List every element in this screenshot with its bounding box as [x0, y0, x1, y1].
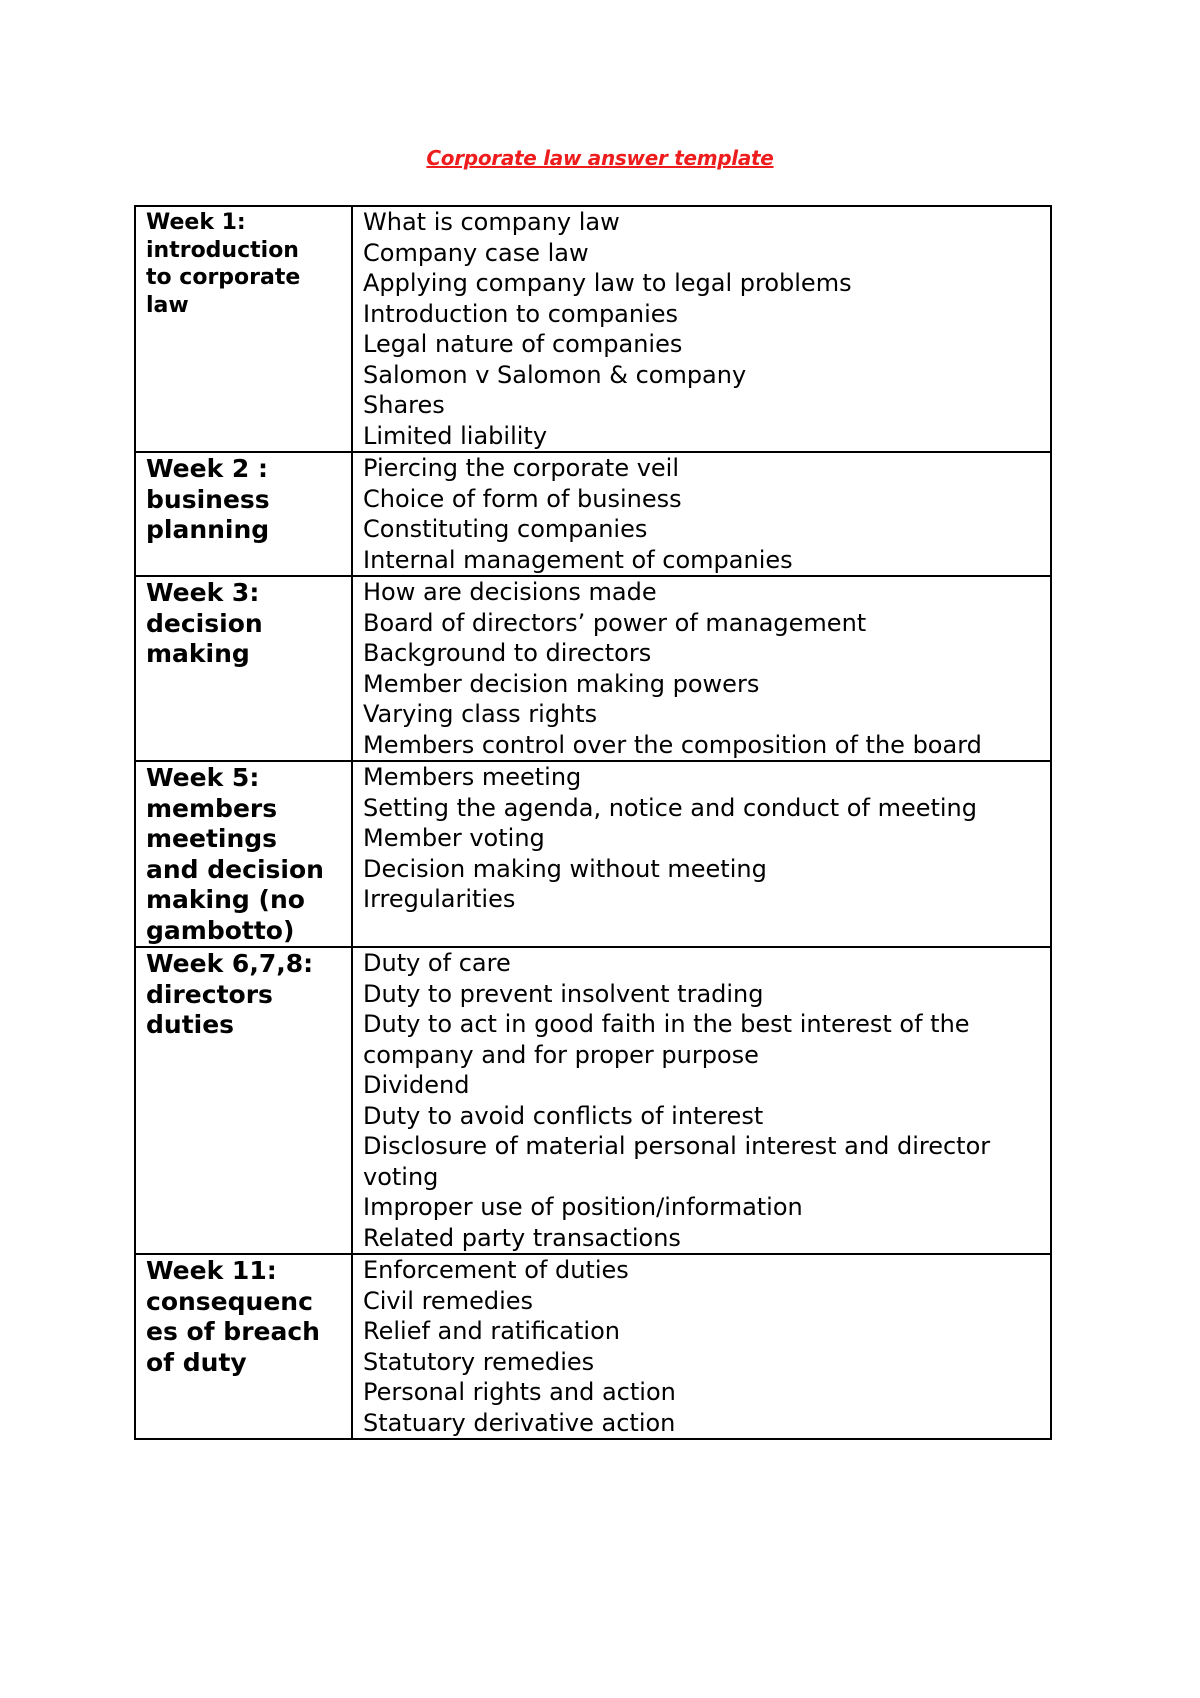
week-cell [135, 206, 352, 452]
week-label: Week 5: members meetings and decision making (no gambotto) [146, 763, 324, 945]
table-row [135, 206, 1051, 452]
topic-item: Enforcement of duties [363, 1256, 629, 1284]
topic-item: Choice of form of business [363, 484, 682, 513]
topic-item: Setting the agenda, notice and conduct of meeting [363, 793, 978, 822]
table-row [135, 452, 1051, 576]
topic-item: Statutory remedies [363, 1347, 595, 1376]
topic-item: Dividend [363, 1071, 470, 1099]
topic-item: Members meeting [363, 763, 582, 791]
topics-cell [352, 206, 1051, 452]
week-cell [135, 576, 352, 761]
topic-item: Related party transactions [363, 1223, 681, 1252]
topic-item: Civil remedies [363, 1286, 534, 1315]
topic-item: Relief and ratification [363, 1317, 620, 1345]
topic-item: Decision making without meeting [363, 854, 767, 883]
topic-item: Company case law [363, 238, 589, 267]
week-cell [135, 452, 352, 576]
topic-item: Duty to avoid conflicts of interest [363, 1101, 764, 1130]
topic-item: How are decisions made [363, 578, 657, 606]
topic-item: Statuary derivative action [363, 1408, 676, 1437]
topic-item: Board of directors’ power of management [363, 608, 867, 637]
table-row [135, 761, 1051, 947]
topic-item: Background to directors [363, 639, 652, 667]
table-row [135, 576, 1051, 761]
topic-item: Duty of care [363, 949, 511, 977]
topic-item: What is company law [363, 208, 620, 236]
schedule-body [135, 206, 1051, 1439]
topics-cell [352, 576, 1051, 761]
week-label: Week 1: introduction to corporate law [146, 210, 301, 318]
topics-cell [352, 947, 1051, 1254]
week-label: Week 6,7,8: directors duties [146, 949, 314, 1039]
table-row [135, 947, 1051, 1254]
week-cell [135, 761, 352, 947]
week-cell [135, 947, 352, 1254]
week-cell [135, 1254, 352, 1439]
topic-item: Personal rights and action [363, 1378, 676, 1406]
topic-item: Piercing the corporate veil [363, 454, 680, 482]
topic-item: Limited liability [363, 421, 548, 450]
week-label: Week 2 : business planning [146, 454, 270, 544]
topics-cell [352, 1254, 1051, 1439]
course-schedule-table [134, 205, 1052, 1440]
topic-item: Duty to act in good faith in the best interest of the company and for proper purpose [363, 1010, 970, 1069]
table-row [135, 1254, 1051, 1439]
topic-item: Applying company law to legal problems [363, 269, 852, 297]
topic-item: Duty to prevent insolvent trading [363, 979, 764, 1008]
topic-item: Introduction to companies [363, 299, 679, 328]
topic-item: Salomon v Salomon & company [363, 360, 747, 389]
topics-cell [352, 761, 1051, 947]
topics-cell [352, 452, 1051, 576]
topic-item: Constituting companies [363, 515, 648, 543]
topic-item: Internal management of companies [363, 545, 793, 574]
topic-item: Improper use of position/information [363, 1193, 803, 1221]
topic-item: Irregularities [363, 885, 516, 913]
topic-item: Shares [363, 391, 445, 419]
topic-item: Members control over the composition of the board [363, 730, 982, 759]
page-title: Corporate law answer template [426, 146, 774, 170]
topic-item: Varying class rights [363, 700, 598, 728]
topic-item: Member decision making powers [363, 669, 760, 698]
week-label: Week 3: decision making [146, 578, 263, 668]
topic-item: Disclosure of material personal interest and director voting [363, 1132, 991, 1191]
topic-item: Legal nature of companies [363, 330, 683, 358]
week-label: Week 11: consequenc es of breach of duty [146, 1256, 320, 1377]
topic-item: Member voting [363, 824, 545, 852]
